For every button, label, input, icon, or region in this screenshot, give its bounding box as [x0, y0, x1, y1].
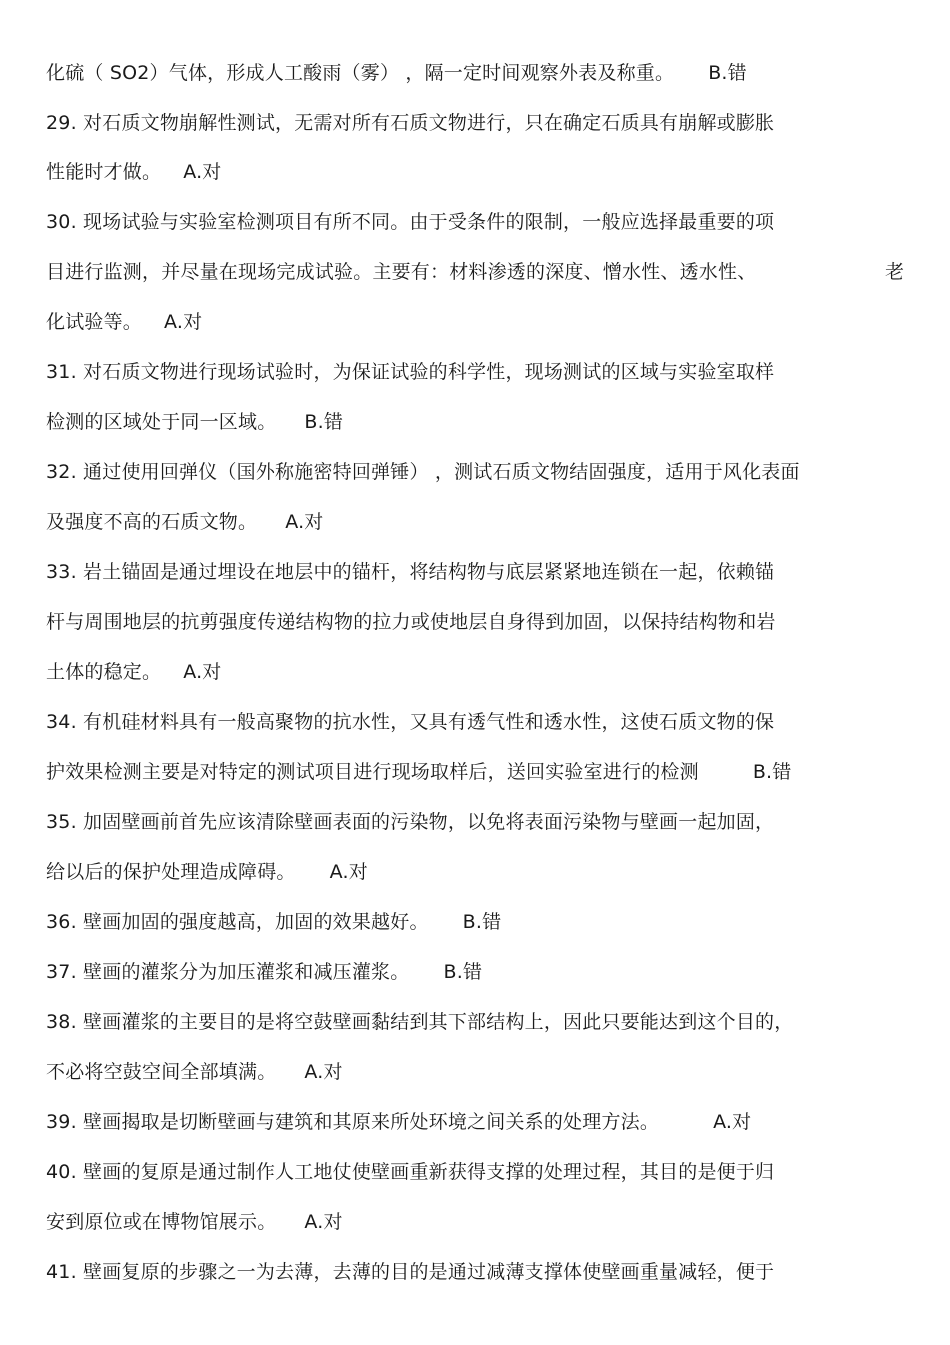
text-line-1: 化硫（ SO2）气体，形成人工酸雨（雾） ，隔一定时间观察外表及称重。 B.错 — [46, 62, 747, 84]
answer-label: A.对 — [285, 511, 324, 533]
question-39-line: 39. 壁画揭取是切断壁画与建筑和其原来所处环境之间关系的处理方法。 A.对 — [46, 1111, 752, 1133]
question-30-line-2: 目进行监测，并尽量在现场完成试验。主要有：材料渗透的深度、憎水性、透水性、 — [46, 261, 757, 283]
question-30-line-2-tail: 老 — [885, 261, 905, 283]
answer-label: B.错 — [443, 961, 483, 983]
question-38-line-2: 不必将空鼓空间全部填满。 A.对 — [46, 1061, 343, 1083]
answer-label: A.对 — [329, 861, 368, 883]
question-40-line-2: 安到原位或在博物馆展示。 A.对 — [46, 1211, 343, 1233]
answer-label: A.对 — [713, 1111, 752, 1133]
question-32-line-1: 32. 通过使用回弹仪（国外称施密特回弹锤） ，测试石质文物结固强度，适用于风化表面 — [46, 461, 800, 483]
question-34-line-1: 34. 有机硅材料具有一般高聚物的抗水性，又具有透气性和透水性，这使石质文物的保 — [46, 711, 775, 733]
answer-label: B.错 — [462, 911, 502, 933]
question-35-line-1: 35. 加固壁画前首先应该清除壁画表面的污染物，以免将表面污染物与壁画一起加固， — [46, 811, 775, 833]
question-41-line-1: 41. 壁画复原的步骤之一为去薄，去薄的目的是通过减薄支撑体使壁画重量减轻，便于 — [46, 1261, 775, 1283]
answer-label: A.对 — [183, 661, 222, 683]
question-32-line-2: 及强度不高的石质文物。 A.对 — [46, 511, 324, 533]
answer-label: B.错 — [304, 411, 344, 433]
question-35-line-2: 给以后的保护处理造成障碍。 A.对 — [46, 861, 368, 883]
question-33-line-3: 土体的稳定。 A.对 — [46, 661, 222, 683]
question-36-line: 36. 壁画加固的强度越高，加固的效果越好。 B.错 — [46, 911, 502, 933]
answer-label: A.对 — [164, 311, 203, 333]
question-31-line-2: 检测的区域处于同一区域。 B.错 — [46, 411, 344, 433]
question-31-line-1: 31. 对石质文物进行现场试验时，为保证试验的科学性，现场测试的区域与实验室取样 — [46, 361, 775, 383]
question-38-line-1: 38. 壁画灌浆的主要目的是将空鼓壁画黏结到其下部结构上，因此只要能达到这个目的， — [46, 1011, 794, 1033]
answer-label: A.对 — [183, 161, 222, 183]
question-33-line-2: 杆与周围地层的抗剪强度传递结构物的拉力或使地层自身得到加固，以保持结构物和岩 — [46, 611, 776, 633]
answer-label: A.对 — [304, 1061, 343, 1083]
question-33-line-1: 33. 岩土锚固是通过埋设在地层中的锚杆，将结构物与底层紧紧地连锁在一起，依赖锚 — [46, 561, 775, 583]
question-40-line-1: 40. 壁画的复原是通过制作人工地仗使壁画重新获得支撑的处理过程，其目的是便于归 — [46, 1161, 775, 1183]
question-30-line-1: 30. 现场试验与实验室检测项目有所不同。由于受条件的限制，一般应选择最重要的项 — [46, 211, 775, 233]
question-37-line: 37. 壁画的灌浆分为加压灌浆和减压灌浆。 B.错 — [46, 961, 483, 983]
question-29-line-2: 性能时才做。 A.对 — [46, 161, 222, 183]
answer-label: A.对 — [304, 1211, 343, 1233]
answer-label: B.错 — [752, 761, 792, 783]
question-34-line-2: 护效果检测主要是对特定的测试项目进行现场取样后，送回实验室进行的检测 B.错 — [46, 761, 792, 783]
answer-label: B.错 — [708, 62, 747, 84]
question-29-line-1: 29. 对石质文物崩解性测试，无需对所有石质文物进行，只在确定石质具有崩解或膨胀 — [46, 112, 775, 134]
question-30-line-3: 化试验等。 A.对 — [46, 311, 203, 333]
